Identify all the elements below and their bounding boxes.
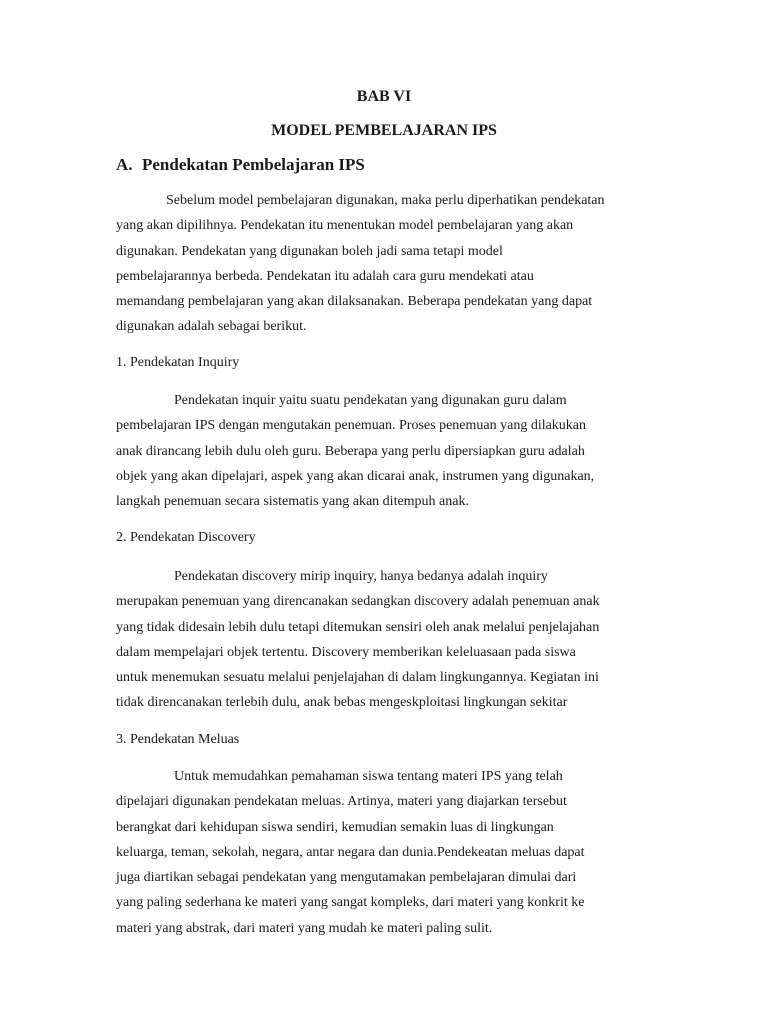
paragraph-line: juga diartikan sebagai pendekatan yang mengutamakan pembelajaran dimulai dari [116,870,577,886]
paragraph-line: memandang pembelajaran yang akan dilaksanakan. Beberapa pendekatan yang dapat [116,294,593,310]
item-heading-meluas: 3. Pendekatan Meluas [116,732,240,747]
paragraph-line: berangkat dari kehidupan siswa sendiri, kemudian semakin luas di lingkungan [116,819,554,835]
paragraph-line: materi yang abstrak, dari materi yang mudah ke materi paling sulit. [116,920,493,936]
item-paragraph-meluas [116,764,656,941]
chapter-title: BAB VI [356,88,412,105]
paragraph-line: Untuk memudahkan pemahaman siswa tentang materi IPS yang telah [174,769,563,784]
paragraph-line: pembelajaran IPS dengan mengutakan penemuan. Proses penemuan yang dilakukan [116,418,587,434]
paragraph-line: dalam mempelajari objek tertentu. Discovery memberikan keleluasaan pada siswa [116,644,576,660]
paragraph-line: Pendekatan discovery mirip inquiry, hanya bedanya adalah inquiry [174,569,548,584]
section-heading-text: Pendekatan Pembelajaran IPS [142,155,365,174]
paragraph-line: pembelajarannya berbeda. Pendekatan itu adalah cara guru mendekati atau [116,268,534,284]
item-heading-discovery: 2. Pendekatan Discovery [116,530,256,545]
paragraph-line: dipelajari digunakan pendekatan meluas. Artinya, materi yang diajarkan tersebut [116,794,567,810]
section-letter: A. [116,155,133,174]
item-paragraph-inquiry [116,388,656,514]
paragraph-line: digunakan. Pendekatan yang digunakan boleh jadi sama tetapi model [116,243,503,259]
paragraph-line: yang tidak didesain lebih dulu tetapi ditemukan sensiri oleh anak melalui penjelajahan [116,619,600,635]
item-paragraph-discovery [116,564,656,716]
paragraph-line: tidak direncanakan terlebih dulu, anak bebas mengeskploitasi lingkungan sekitar [116,695,568,711]
paragraph-line: anak dirancang lebih dulu oleh guru. Beberapa yang perlu dipersiapkan guru adalah [116,443,585,459]
section-heading [116,155,365,175]
paragraph-line: Pendekatan inquir yaitu suatu pendekatan yang digunakan guru dalam [174,393,567,408]
paragraph-line: yang paling sederhana ke materi yang sangat kompleks, dari materi yang konkrit ke [116,895,585,911]
paragraph-line: yang akan dipilihnya. Pendekatan itu menentukan model pembelajaran yang akan [116,218,574,234]
paragraph-line: Sebelum model pembelajaran digunakan, maka perlu diperhatikan pendekatan [166,193,605,208]
paragraph-line: digunakan adalah sebagai berikut. [116,319,307,335]
paragraph-line: merupakan penemuan yang direncanakan sedangkan discovery adalah penemuan anak [116,594,600,610]
paragraph-line: untuk menemukan sesuatu melalui penjelajahan di dalam lingkungannya. Kegiatan ini [116,670,599,686]
chapter-subtitle: MODEL PEMBELAJARAN IPS [271,122,497,139]
paragraph-line: keluarga, teman, sekolah, negara, antar negara dan dunia.Pendekeatan meluas dapat [116,844,585,860]
item-heading-inquiry: 1. Pendekatan Inquiry [116,355,240,370]
paragraph-line: langkah penemuan secara sistematis yang akan ditempuh anak. [116,494,469,510]
intro-paragraph [116,188,656,340]
paragraph-line: objek yang akan dipelajari, aspek yang akan dicarai anak, instrumen yang digunakan, [116,468,595,484]
